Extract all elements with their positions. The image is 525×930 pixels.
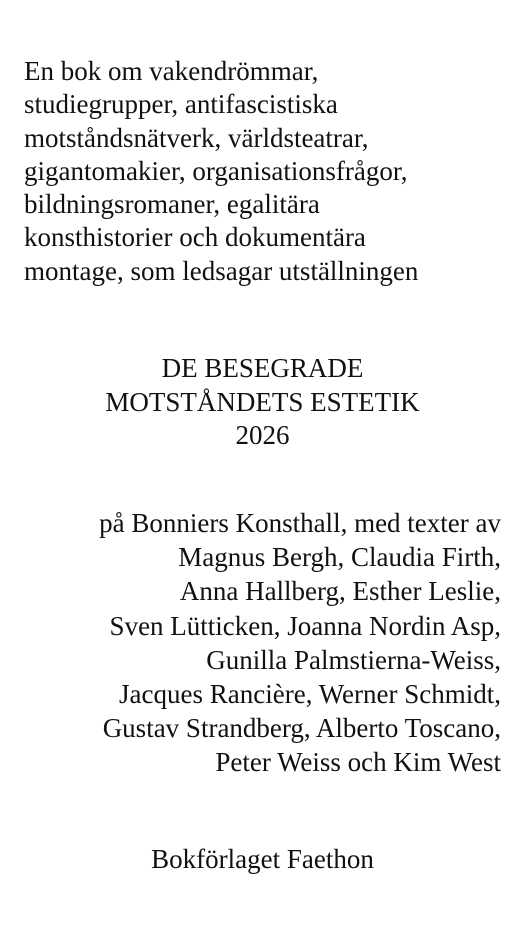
intro-line: En bok om vakendrömmar, <box>24 56 319 86</box>
credits-line: Gunilla Palmstierna-Weiss, <box>206 644 501 675</box>
intro-line: gigantomakier, organisationsfrågor, <box>24 155 408 186</box>
intro-line: bildningsromaner, egalitära <box>24 189 320 220</box>
credits-paragraph <box>11 506 501 780</box>
intro-paragraph <box>24 55 504 288</box>
intro-line: montage, som ledsagar utställningen <box>24 255 419 286</box>
intro-line: motståndsnätverk, världsteatrar, <box>24 122 369 153</box>
credits-line: Sven Lütticken, Joanna Nordin Asp, <box>109 610 501 641</box>
credits-line: Jacques Rancière, Werner Schmidt, <box>119 679 501 710</box>
credits-line: Gustav Strandberg, Alberto Toscano, <box>102 713 501 744</box>
credits-line: på Bonniers Konsthall, med texter av <box>99 508 501 538</box>
intro-line: studiegrupper, antifascistiska <box>24 89 338 120</box>
credits-line: Anna Hallberg, Esther Leslie, <box>179 576 501 607</box>
title-line: DE BESEGRADE <box>161 353 364 383</box>
title-line: MOTSTÅNDETS ESTETIK <box>105 386 420 417</box>
credits-line: Peter Weiss och Kim West <box>215 747 501 778</box>
publisher-name: Bokförlaget Faethon <box>151 844 374 874</box>
title-year: 2026 <box>235 420 290 450</box>
credits-line: Magnus Bergh, Claudia Firth, <box>178 542 501 573</box>
intro-line: konsthistorier och dokumentära <box>24 222 366 253</box>
exhibition-title <box>0 352 525 453</box>
